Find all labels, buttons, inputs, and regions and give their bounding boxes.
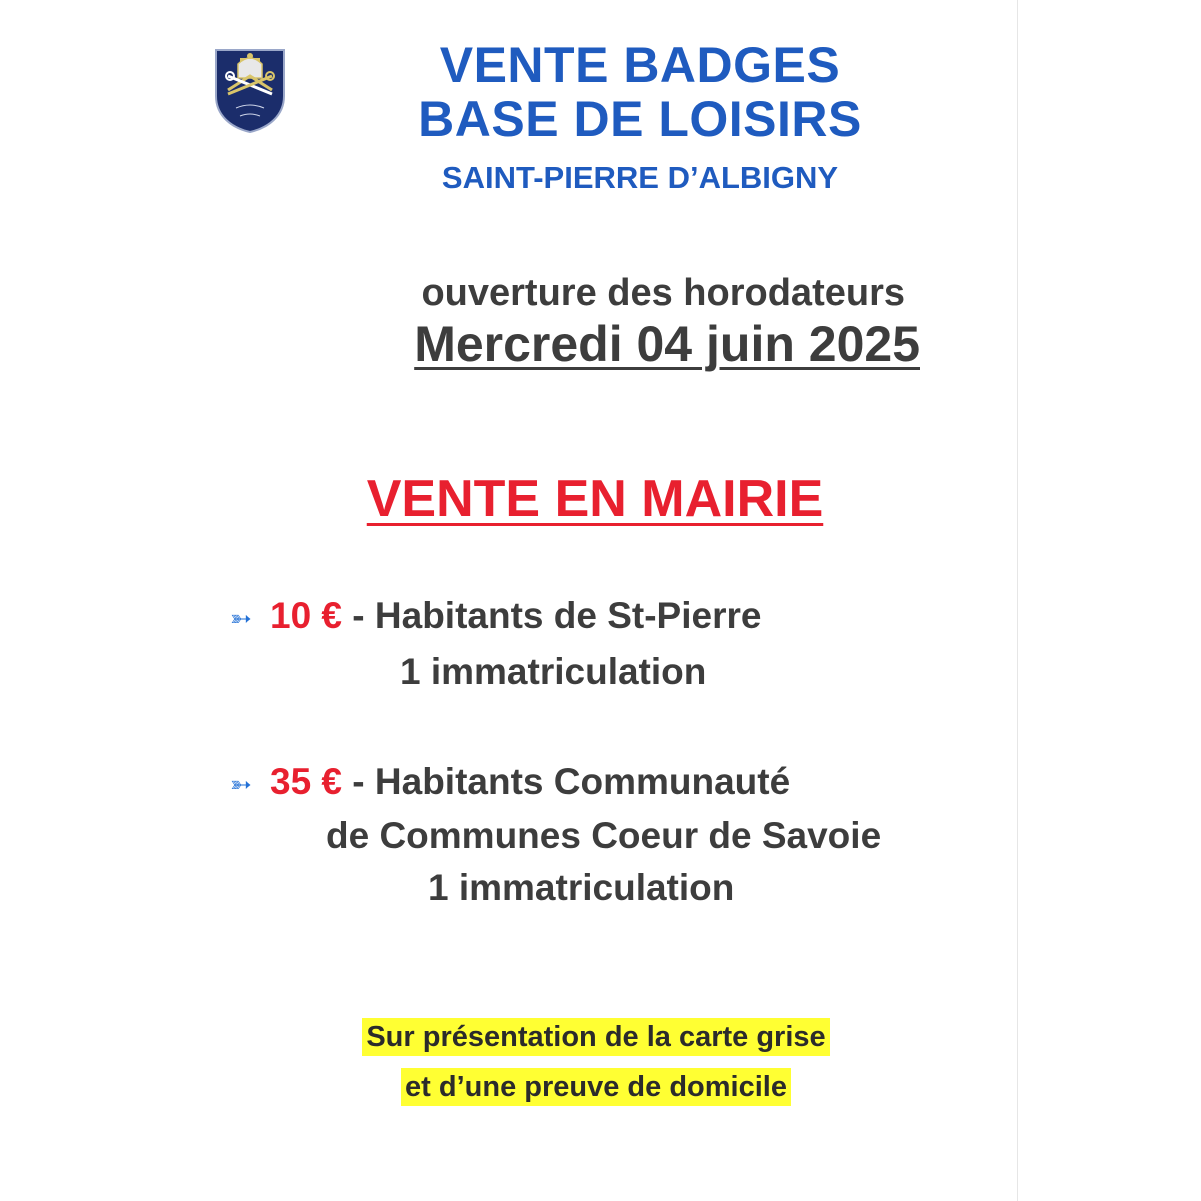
page-edge-divider xyxy=(1017,0,1018,1201)
offer-separator: - xyxy=(352,761,365,802)
requirements-line-2: et d’une preuve de domicile xyxy=(401,1068,791,1106)
offer-detail: de Communes Coeur de Savoie xyxy=(326,815,882,856)
offer-line xyxy=(230,756,990,810)
offer-line xyxy=(230,590,990,644)
offer-audience: Habitants de St-Pierre xyxy=(374,595,762,636)
header-title-line-2: BASE DE LOISIRS xyxy=(418,91,862,147)
coat-of-arms-icon xyxy=(212,46,288,134)
opening-label: ouverture des horodateurs xyxy=(421,272,905,314)
poster-header xyxy=(340,38,940,196)
opening-date: Mercredi 04 juin 2025 xyxy=(414,316,920,372)
header-town-name: SAINT-PIERRE D’ALBIGNY xyxy=(441,160,839,195)
offer-audience: Habitants Communauté xyxy=(374,761,791,802)
offer-separator: - xyxy=(352,595,365,636)
offer-detail: 1 immatriculation xyxy=(400,651,707,692)
requirements-note xyxy=(336,1012,856,1112)
arrow-right-icon: ➳ xyxy=(230,603,252,634)
offer-residents xyxy=(230,590,990,710)
offer-community xyxy=(230,756,990,916)
offer-detail: 1 immatriculation xyxy=(428,867,735,908)
header-title-line-1: VENTE BADGES xyxy=(439,37,841,93)
sale-title xyxy=(0,468,1190,530)
sale-title-text: VENTE EN MAIRIE xyxy=(366,470,824,528)
offer-price: 10 € xyxy=(270,595,343,636)
requirements-line-1: Sur présentation de la carte grise xyxy=(362,1018,829,1056)
arrow-right-icon: ➳ xyxy=(230,769,252,800)
offer-price: 35 € xyxy=(270,761,343,802)
